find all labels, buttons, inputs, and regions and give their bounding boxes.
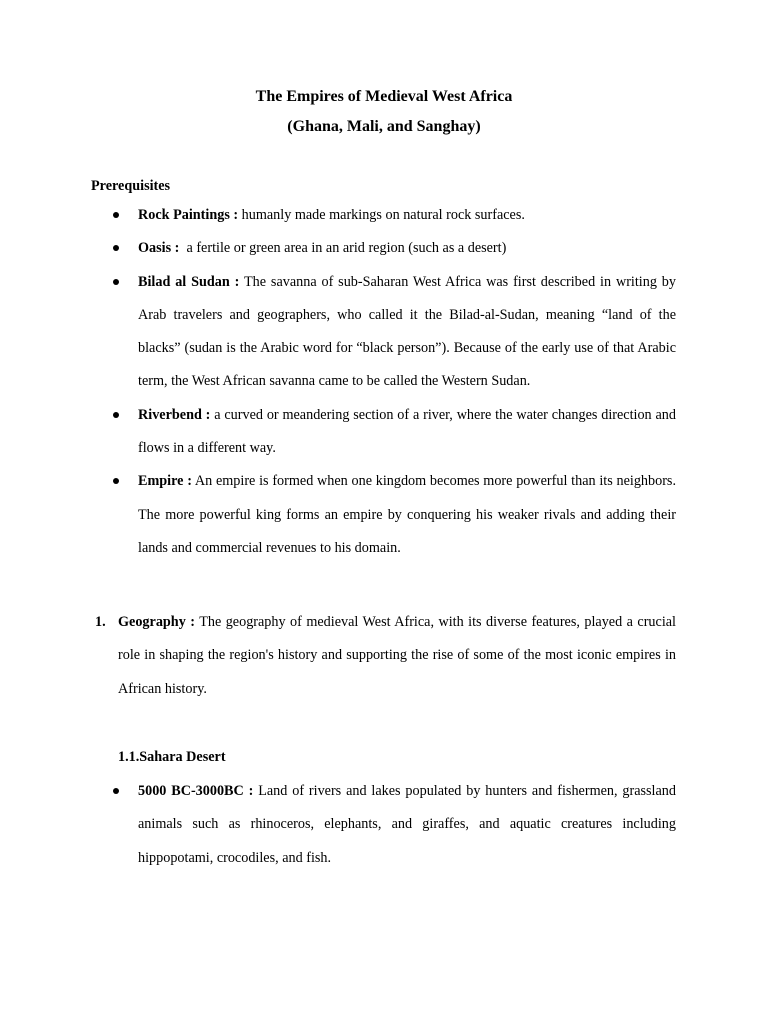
term-label: Bilad al Sudan : (138, 273, 240, 290)
subsection-heading: 1.1.Sahara Desert (118, 749, 226, 765)
list-item (91, 266, 676, 399)
term-definition: a curved or meandering section of a river, where the water changes direction and flows in a different way. (138, 406, 676, 457)
term-label: Rock Paintings : (138, 207, 239, 223)
section-number: 1. (95, 614, 106, 630)
term-definition: humanly made markings on natural rock surfaces. (238, 207, 525, 223)
list-item (91, 232, 676, 265)
list-item (91, 199, 676, 232)
list-item (91, 775, 676, 875)
bullet-icon (113, 212, 119, 218)
list-item (91, 399, 676, 466)
term-label: Empire : (138, 473, 192, 490)
term-definition: Land of rivers and lakes populated by hunters and fishermen, grassland animals such as rhinoceros, elephants, and giraffes, and aquatic creatures including hippopotami, crocodiles, and fish. (138, 783, 676, 866)
term-label: 5000 BC-3000BC : (138, 783, 254, 799)
list-item (91, 465, 676, 565)
bullet-icon (113, 478, 119, 484)
document-subtitle: (Ghana, Mali, and Sanghay) (287, 118, 481, 135)
prerequisites-heading: Prerequisites (91, 178, 171, 194)
term-definition: The savanna of sub-Saharan West Africa was first described in writing by Arab travelers and geographers, who called it the Bilad-al-Sudan, meaning “land of the blacks” (sudan is the Arabic word for “black person”). Because of the early use of that Arabic term, the West African savanna came to be called the Western Sudan. (138, 273, 676, 390)
term-definition: a fertile or green area in an arid region (such as a desert) (179, 240, 507, 257)
term-label: Oasis : (138, 240, 180, 257)
document-title: The Empires of Medieval West Africa (255, 88, 513, 105)
bullet-icon (113, 788, 119, 794)
bullet-icon (113, 245, 119, 251)
section-geography (91, 606, 676, 706)
section-term: Geography : (118, 614, 195, 630)
bullet-icon (113, 412, 119, 418)
sahara-list (91, 775, 676, 875)
prerequisites-list (91, 199, 676, 565)
term-definition: An empire is formed when one kingdom becomes more powerful than its neighbors. The more powerful king forms an empire by conquering his weaker rivals and adding their lands and commercial revenues to his domain. (138, 473, 676, 556)
section-text: The geography of medieval West Africa, with its diverse features, played a crucial role in shaping the region's history and supporting the rise of some of the most iconic empires in African history. (118, 614, 677, 697)
term-label: Riverbend : (138, 406, 211, 423)
bullet-icon (113, 279, 119, 285)
